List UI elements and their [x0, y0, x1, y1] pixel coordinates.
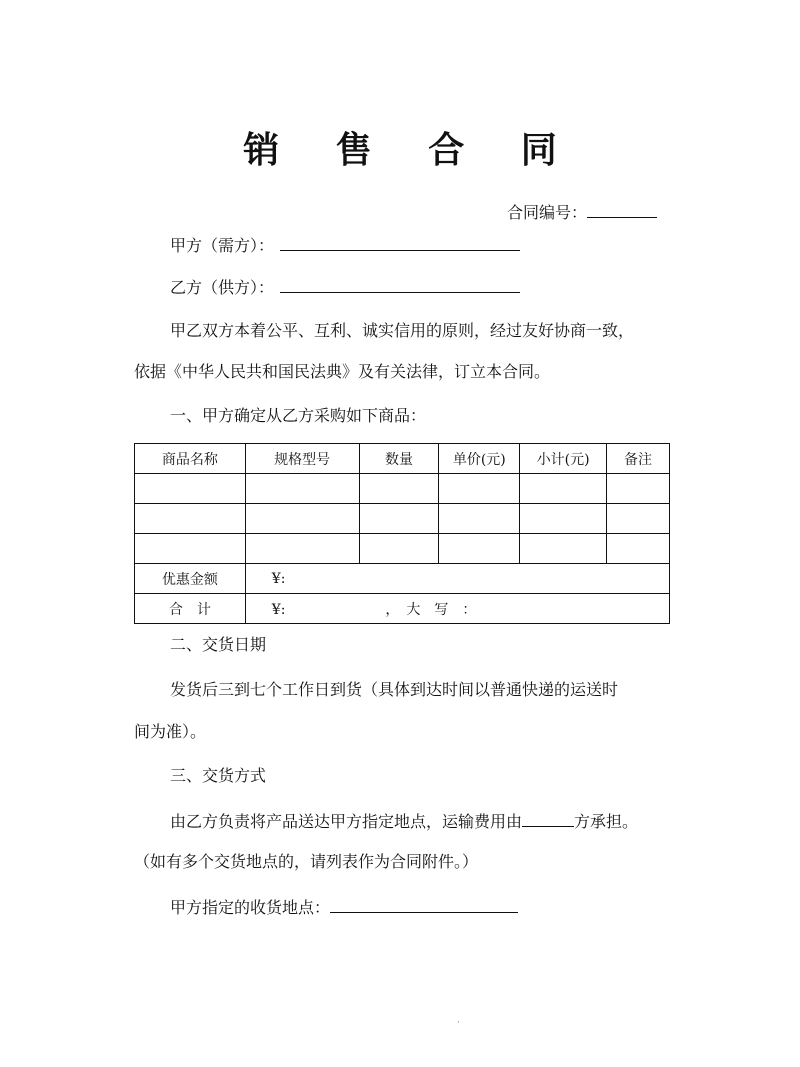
table-cell[interactable]: [520, 534, 607, 564]
party-a-row: [170, 234, 520, 256]
table-cell[interactable]: [135, 504, 246, 534]
table-cell[interactable]: [607, 534, 670, 564]
intro-line-2: 依据《中华人民共和国民法典》及有关法律，订立本合同。: [134, 362, 551, 381]
table-cell[interactable]: [135, 474, 246, 504]
party-b-blank[interactable]: [280, 276, 520, 293]
table-cell[interactable]: [245, 534, 359, 564]
delivery-address-row: [170, 896, 518, 918]
table-cell[interactable]: [520, 474, 607, 504]
table-header-row: [135, 444, 670, 474]
table-cell[interactable]: [439, 504, 520, 534]
page-mark: ·: [457, 1018, 460, 1028]
discount-value[interactable]: ¥:: [245, 564, 669, 594]
table-cell[interactable]: [439, 474, 520, 504]
table-header-cell: 单价(元): [439, 444, 520, 474]
goods-table: [134, 443, 670, 624]
table-cell[interactable]: [359, 474, 439, 504]
party-b-row: [170, 276, 520, 298]
section-3-line-2: （如有多个交货地点的，请列表作为合同附件。）: [134, 852, 479, 871]
table-cell[interactable]: [135, 534, 246, 564]
table-cell[interactable]: [607, 504, 670, 534]
freight-payer-blank[interactable]: [522, 810, 574, 827]
section-2-line-1: 发货后三到七个工作日到货（具体到达时间以普通快递的运送时: [170, 680, 619, 699]
party-a-blank[interactable]: [280, 234, 520, 251]
table-row: [135, 504, 670, 534]
table-row: [135, 474, 670, 504]
discount-label: 优惠金额: [135, 564, 246, 594]
total-uppercase-label: ， 大 写 ：: [385, 601, 477, 618]
table-cell[interactable]: [520, 504, 607, 534]
section-2-line-2: 间为准）。: [134, 722, 207, 741]
table-cell[interactable]: [245, 504, 359, 534]
table-cell[interactable]: [359, 504, 439, 534]
table-cell[interactable]: [359, 534, 439, 564]
table-cell[interactable]: [245, 474, 359, 504]
delivery-address-blank[interactable]: [330, 896, 518, 913]
total-value: ¥:: [271, 601, 286, 618]
table-header-cell: 规格型号: [245, 444, 359, 474]
table-cell[interactable]: [607, 474, 670, 504]
table-cell[interactable]: [439, 534, 520, 564]
section-2-heading: 二、交货日期: [170, 635, 267, 654]
contract-number-row: [507, 201, 657, 223]
section-1-heading: 一、甲方确定从乙方采购如下商品：: [170, 406, 427, 425]
total-label: 合 计: [135, 594, 246, 624]
table-header-cell: 备注: [607, 444, 670, 474]
section-3-line-1: [170, 810, 638, 832]
party-b-label: 乙方（供方）：: [170, 278, 275, 297]
contract-title: 销 售 合 同: [243, 130, 579, 171]
section-3-heading: 三、交货方式: [170, 766, 267, 785]
delivery-address-label: 甲方指定的收货地点：: [170, 898, 331, 917]
section-3-line-1-pre: 由乙方负责将产品送达甲方指定地点，运输费用由: [170, 812, 523, 831]
contract-number-blank[interactable]: [587, 201, 657, 218]
section-3-line-1-post: 方承担。: [574, 812, 639, 831]
table-header-cell: 数量: [359, 444, 439, 474]
table-header-cell: 小计(元): [520, 444, 607, 474]
table-row: [135, 534, 670, 564]
table-header-cell: 商品名称: [135, 444, 246, 474]
total-value-cell[interactable]: [245, 594, 669, 624]
discount-row: [135, 564, 670, 594]
party-a-label: 甲方（需方）：: [170, 236, 275, 255]
total-row: [135, 594, 670, 624]
intro-line-1: 甲乙双方本着公平、互利、诚实信用的原则，经过友好协商一致，: [170, 321, 635, 340]
contract-number-label: 合同编号：: [507, 203, 588, 222]
